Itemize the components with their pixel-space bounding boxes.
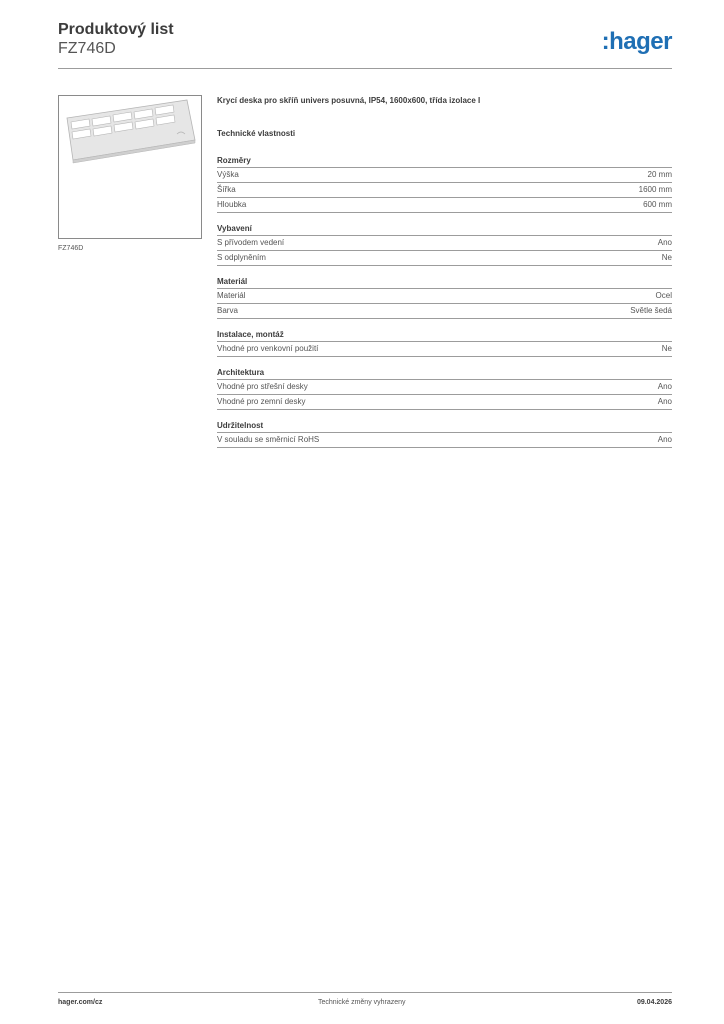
spec-label: Výška	[217, 170, 239, 179]
spec-label: Hloubka	[217, 200, 247, 209]
spec-label: Vhodné pro střešní desky	[217, 382, 308, 391]
logo-dots-icon: :	[601, 28, 610, 55]
technical-properties-heading: Technické vlastnosti	[217, 129, 296, 138]
product-description: Krycí deska pro skříň univers posuvná, IP54, 1600x600, třída izolace I	[217, 96, 481, 105]
spec-row	[217, 304, 672, 319]
spec-row	[217, 342, 672, 357]
spec-label: V souladu se směrnicí RoHS	[217, 435, 320, 444]
logo-text: hager	[609, 28, 672, 55]
spec-row	[217, 433, 672, 448]
section-title: Instalace, montáž	[217, 329, 672, 342]
spec-value: Světle šedá	[630, 306, 672, 315]
section-dimensions	[217, 155, 672, 213]
product-code: FZ746D	[58, 40, 116, 57]
spec-value: Ne	[661, 344, 672, 353]
section-equipment	[217, 223, 672, 266]
page-title: Produktový list	[58, 21, 174, 38]
spec-value: Ne	[661, 253, 672, 262]
section-material	[217, 276, 672, 319]
spec-content	[217, 95, 672, 448]
hager-logo	[602, 28, 672, 56]
section-sustainability	[217, 420, 672, 448]
section-title: Architektura	[217, 367, 672, 380]
footer-divider	[58, 992, 672, 993]
spec-value: Ano	[657, 382, 672, 391]
section-title: Vybavení	[217, 223, 672, 236]
spec-row	[217, 251, 672, 266]
section-title: Rozměry	[217, 155, 672, 168]
footer-notice: Technické změny vyhrazeny	[318, 999, 406, 1006]
spec-row	[217, 183, 672, 198]
spec-label: Barva	[217, 306, 238, 315]
spec-value: Ocel	[655, 291, 672, 300]
section-title: Udržitelnost	[217, 420, 672, 433]
header-divider	[58, 68, 672, 69]
spec-value: Ano	[657, 238, 672, 247]
spec-row	[217, 198, 672, 213]
section-architecture	[217, 367, 672, 410]
spec-value: Ano	[657, 397, 672, 406]
cover-plate-icon	[59, 96, 201, 238]
spec-value: Ano	[657, 435, 672, 444]
spec-row	[217, 168, 672, 183]
spec-value: 20 mm	[647, 170, 672, 179]
spec-label: S přívodem vedení	[217, 238, 285, 247]
section-installation	[217, 329, 672, 357]
spec-value: 1600 mm	[638, 185, 672, 194]
spec-label: Materiál	[217, 291, 246, 300]
spec-label: Vhodné pro venkovní použití	[217, 344, 319, 353]
spec-row	[217, 380, 672, 395]
section-title: Materiál	[217, 276, 672, 289]
product-image	[58, 95, 202, 239]
footer-date: 09.04.2026	[636, 999, 672, 1006]
spec-row	[217, 289, 672, 304]
website-link[interactable]: hager.com/cz	[58, 999, 103, 1006]
image-caption: FZ746D	[58, 245, 84, 252]
spec-label: Šířka	[217, 185, 236, 194]
spec-label: Vhodné pro zemní desky	[217, 397, 306, 406]
spec-row	[217, 395, 672, 410]
spec-value: 600 mm	[643, 200, 672, 209]
page-header	[58, 20, 672, 58]
spec-row	[217, 236, 672, 251]
spec-label: S odplyněním	[217, 253, 266, 262]
